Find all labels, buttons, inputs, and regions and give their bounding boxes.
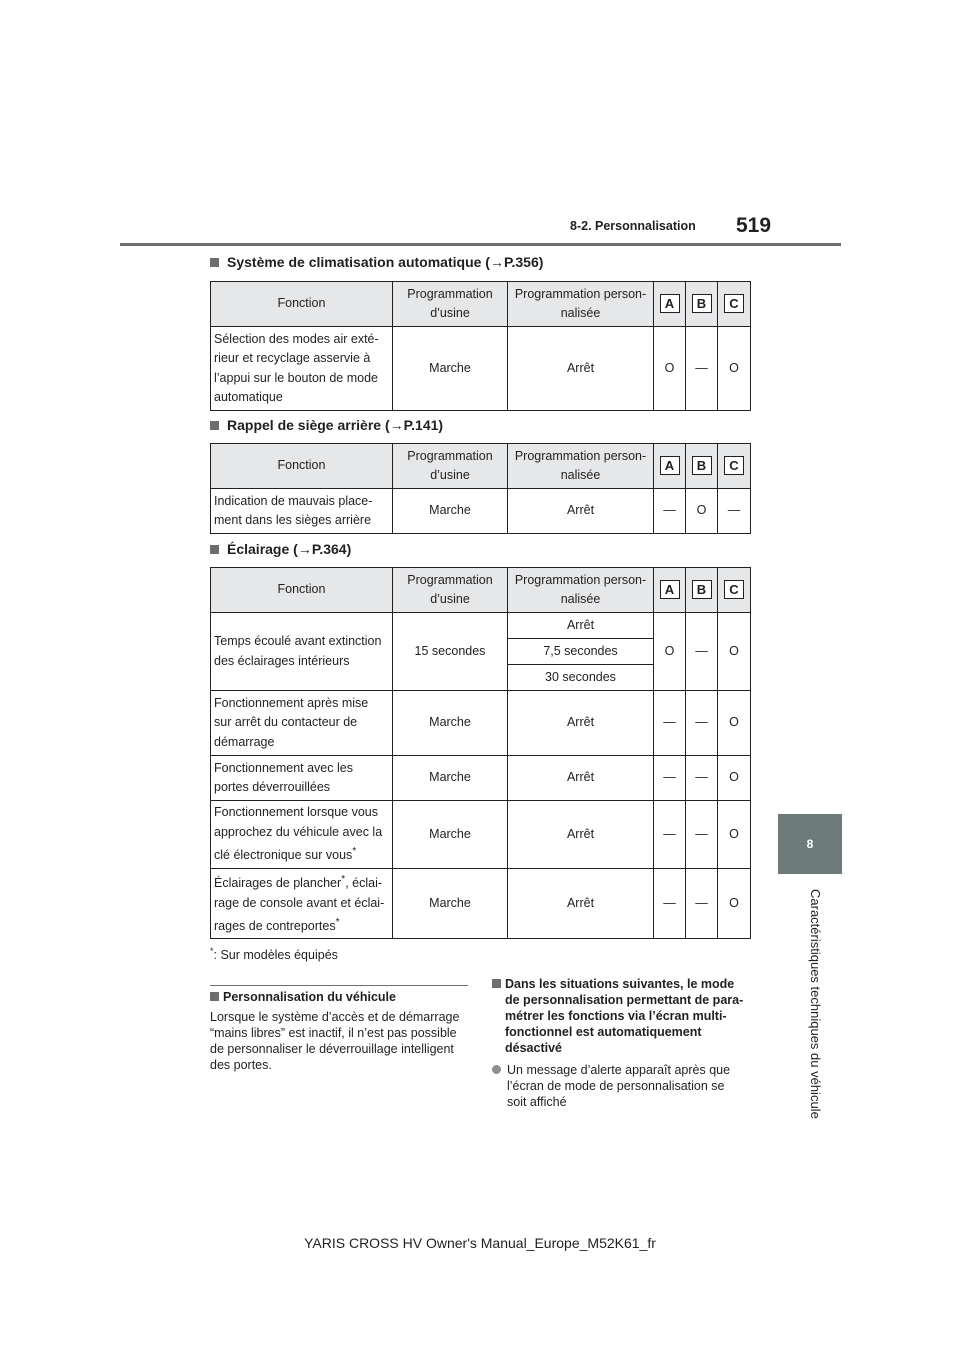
chapter-title-text: Caractéristiques techniques du véhicule — [808, 889, 823, 1119]
square-bullet-icon — [210, 545, 219, 554]
function-cell: Éclairages de plancher*, éclai- rage de console avant et éclai- rages de contreportes* — [211, 869, 393, 939]
table-row — [211, 489, 751, 534]
note-body: Lorsque le système d’accès et de démarrage “mains libres” est inactif, il n’est pas possible de personnaliser le déverrouillage intelligent des portes. — [210, 1010, 460, 1072]
col-a-cell: — — [654, 691, 686, 756]
table-row — [211, 691, 751, 756]
header-function: Fonction — [211, 568, 393, 613]
custom-cell: Arrêt — [508, 691, 654, 756]
col-a-cell: O — [654, 613, 686, 691]
header-col-c: C — [718, 568, 751, 613]
square-bullet-icon — [210, 992, 219, 1001]
col-a-cell: — — [654, 801, 686, 869]
header-factory: Programmation d’usine — [393, 444, 508, 489]
square-bullet-icon — [210, 258, 219, 267]
col-c-cell: O — [718, 613, 751, 691]
function-cell: Fonctionnement avec les portes déverrouillées — [211, 756, 393, 801]
custom-cell: Arrêt — [508, 869, 654, 939]
col-b-cell: O — [686, 489, 718, 534]
function-cell: Temps écoulé avant extinction des éclairages intérieurs — [211, 613, 393, 691]
factory-cell: 15 secondes — [393, 613, 508, 691]
square-bullet-icon — [492, 979, 501, 988]
custom-option-cell: Arrêt — [508, 613, 654, 639]
chapter-tab — [778, 814, 842, 874]
table-row — [211, 869, 751, 939]
col-b-cell: — — [686, 327, 718, 411]
note-right — [492, 976, 767, 1110]
note-heading — [492, 976, 767, 1056]
col-b-cell: — — [686, 691, 718, 756]
col-c-cell: O — [718, 327, 751, 411]
col-c-cell: O — [718, 756, 751, 801]
header-factory: Programmation d’usine — [393, 282, 508, 327]
footer-manual-title: YARIS CROSS HV Owner's Manual_Europe_M52K61_fr — [304, 1235, 656, 1251]
section-heading-text: Rappel de siège arrière (→P.141) — [227, 417, 444, 433]
header-col-a: A — [654, 282, 686, 327]
custom-cell: Arrêt — [508, 489, 654, 534]
factory-cell: Marche — [393, 327, 508, 411]
factory-cell: Marche — [393, 489, 508, 534]
footnote — [210, 946, 338, 962]
header-divider — [120, 243, 841, 246]
section-heading-climate — [210, 254, 543, 270]
factory-cell: Marche — [393, 801, 508, 869]
col-b-cell: — — [686, 801, 718, 869]
running-header-section: 8-2. Personnalisation — [570, 219, 696, 233]
footnote-mark: * — [210, 946, 214, 956]
col-a-cell: O — [654, 327, 686, 411]
page-number: 519 — [736, 214, 772, 237]
col-a-cell: — — [654, 489, 686, 534]
table-row — [211, 801, 751, 869]
custom-cell: Arrêt — [508, 801, 654, 869]
function-cell: Fonctionnement après mise sur arrêt du contacteur de démarrage — [211, 691, 393, 756]
custom-cell: Arrêt — [508, 756, 654, 801]
settings-table-climate — [210, 281, 751, 411]
table-row — [211, 613, 751, 639]
function-cell: Sélection des modes air exté- rieur et recyclage asservie à l’appui sur le bouton de mode automatique — [211, 327, 393, 411]
note-left — [210, 989, 475, 1073]
col-a-cell: — — [654, 869, 686, 939]
col-b-cell: — — [686, 869, 718, 939]
factory-cell: Marche — [393, 691, 508, 756]
section-heading-text: Éclairage (→P.364) — [227, 541, 352, 557]
custom-option-cell: 7,5 secondes — [508, 639, 654, 665]
footnote-marker: * — [341, 874, 346, 886]
footnote-marker: * — [335, 917, 340, 929]
factory-cell: Marche — [393, 869, 508, 939]
section-heading-rear-seat — [210, 417, 443, 433]
chapter-number: 8 — [806, 837, 814, 851]
note-item-text: Un message d’alerte apparaît après que l’écran de mode de personnalisation se soit affiché — [507, 1063, 731, 1109]
settings-table-rear-seat — [210, 443, 751, 534]
header-function: Fonction — [211, 282, 393, 327]
col-b-cell: — — [686, 613, 718, 691]
table-header-row — [211, 568, 751, 613]
footnote-text: : Sur modèles équipés — [213, 948, 338, 963]
header-custom: Programmation person- nalisée — [508, 282, 654, 327]
header-col-a: A — [654, 568, 686, 613]
footnote-marker: * — [352, 846, 357, 858]
col-b-cell: — — [686, 756, 718, 801]
header-col-c: C — [718, 282, 751, 327]
table-header-row — [211, 282, 751, 327]
note-heading-text: Personnalisation du véhicule — [223, 990, 396, 1004]
section-heading-lighting — [210, 541, 351, 557]
factory-cell: Marche — [393, 756, 508, 801]
col-c-cell: O — [718, 691, 751, 756]
custom-cell: Arrêt — [508, 327, 654, 411]
section-heading-text: Système de climatisation automatique (→P.356) — [227, 254, 544, 270]
col-c-cell: — — [718, 489, 751, 534]
chapter-title — [797, 882, 823, 1126]
table-row — [211, 327, 751, 411]
col-c-cell: O — [718, 869, 751, 939]
table-row — [211, 756, 751, 801]
header-custom: Programmation person- nalisée — [508, 568, 654, 613]
note-heading — [210, 989, 475, 1005]
note-heading-text: Dans les situations suivantes, le mode de personnalisation permettant de para- métrer les fonctions via l’écran multi- fonctionnel est automatiquement désactivé — [505, 977, 744, 1055]
function-cell: Fonctionnement lorsque vous approchez du véhicule avec la clé électronique sur vous* — [211, 801, 393, 869]
header-col-b: B — [686, 282, 718, 327]
note-list-item — [492, 1062, 767, 1110]
table-header-row — [211, 444, 751, 489]
settings-table-lighting — [210, 567, 751, 939]
custom-option-cell: 30 secondes — [508, 665, 654, 691]
function-cell: Indication de mauvais place- ment dans les sièges arrière — [211, 489, 393, 534]
header-factory: Programmation d’usine — [393, 568, 508, 613]
square-bullet-icon — [210, 421, 219, 430]
header-function: Fonction — [211, 444, 393, 489]
header-col-a: A — [654, 444, 686, 489]
notes-divider — [210, 985, 468, 986]
header-col-b: B — [686, 444, 718, 489]
col-a-cell: — — [654, 756, 686, 801]
header-custom: Programmation person- nalisée — [508, 444, 654, 489]
round-bullet-icon — [492, 1065, 501, 1074]
header-col-c: C — [718, 444, 751, 489]
col-c-cell: O — [718, 801, 751, 869]
header-col-b: B — [686, 568, 718, 613]
